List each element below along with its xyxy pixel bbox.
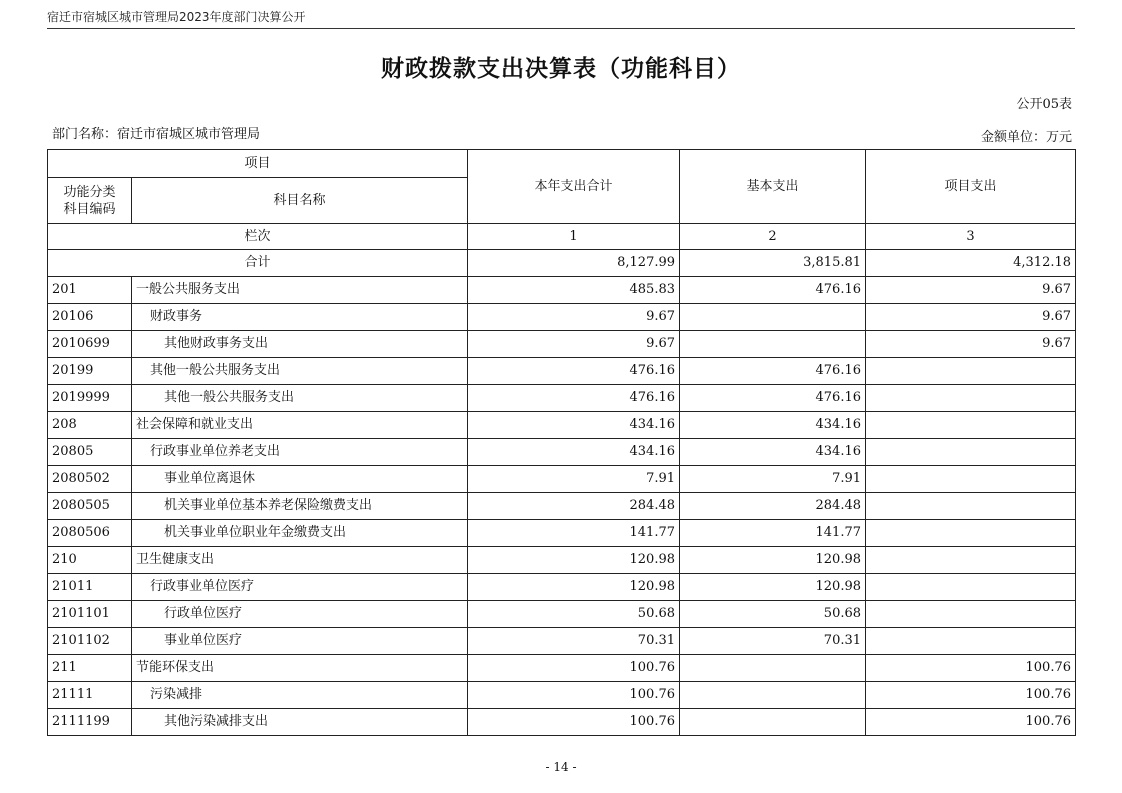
total-label: 合计 — [48, 250, 468, 277]
row-total: 476.16 — [468, 385, 680, 412]
row-code: 201 — [48, 277, 132, 304]
row-basic — [680, 655, 866, 682]
col-index-1: 1 — [468, 224, 680, 250]
row-name: 一般公共服务支出 — [132, 277, 468, 304]
row-project — [866, 601, 1076, 628]
table-row — [48, 574, 1076, 601]
row-code: 21111 — [48, 682, 132, 709]
department-name: 部门名称：宿迁市宿城区城市管理局 — [52, 127, 261, 142]
amount-unit: 金额单位：万元 — [980, 130, 1072, 145]
row-name: 污染减排 — [132, 682, 468, 709]
row-project — [866, 385, 1076, 412]
header-name: 科目名称 — [132, 178, 468, 224]
table-row — [48, 520, 1076, 547]
row-code: 2010699 — [48, 331, 132, 358]
col-index-3: 3 — [866, 224, 1076, 250]
header-total: 本年支出合计 — [468, 150, 680, 224]
row-project: 9.67 — [866, 331, 1076, 358]
total-amount: 8,127.99 — [468, 250, 680, 277]
table-row — [48, 277, 1076, 304]
table-row — [48, 331, 1076, 358]
row-total: 100.76 — [468, 682, 680, 709]
row-total: 100.76 — [468, 709, 680, 736]
row-name: 财政事务 — [132, 304, 468, 331]
row-total: 434.16 — [468, 439, 680, 466]
table-row — [48, 466, 1076, 493]
row-code: 2080502 — [48, 466, 132, 493]
row-project — [866, 412, 1076, 439]
row-project: 100.76 — [866, 655, 1076, 682]
row-project: 100.76 — [866, 682, 1076, 709]
row-code: 208 — [48, 412, 132, 439]
row-total: 9.67 — [468, 304, 680, 331]
row-total: 9.67 — [468, 331, 680, 358]
row-total: 434.16 — [468, 412, 680, 439]
row-total: 476.16 — [468, 358, 680, 385]
row-total: 120.98 — [468, 547, 680, 574]
row-project — [866, 493, 1076, 520]
total-row — [48, 250, 1076, 277]
row-project — [866, 439, 1076, 466]
row-name: 行政单位医疗 — [132, 601, 468, 628]
row-code: 2019999 — [48, 385, 132, 412]
row-name: 行政事业单位养老支出 — [132, 439, 468, 466]
row-code: 2101101 — [48, 601, 132, 628]
row-basic: 141.77 — [680, 520, 866, 547]
header-basic: 基本支出 — [680, 150, 866, 224]
row-project — [866, 520, 1076, 547]
expenditure-table — [47, 149, 1076, 736]
table-number: 公开05表 — [1016, 97, 1072, 112]
table-row — [48, 547, 1076, 574]
row-total: 284.48 — [468, 493, 680, 520]
row-project: 9.67 — [866, 277, 1076, 304]
header-rule — [47, 28, 1075, 29]
row-name: 其他一般公共服务支出 — [132, 358, 468, 385]
row-total: 70.31 — [468, 628, 680, 655]
row-code: 21011 — [48, 574, 132, 601]
running-header: 宿迁市宿城区城市管理局2023年度部门决算公开 — [47, 10, 306, 24]
row-basic: 284.48 — [680, 493, 866, 520]
row-code: 20106 — [48, 304, 132, 331]
row-project: 9.67 — [866, 304, 1076, 331]
row-project — [866, 466, 1076, 493]
table-row — [48, 412, 1076, 439]
row-code: 2080506 — [48, 520, 132, 547]
header-project: 项目 — [48, 150, 468, 178]
row-basic: 476.16 — [680, 277, 866, 304]
row-code: 2111199 — [48, 709, 132, 736]
row-name: 其他污染减排支出 — [132, 709, 468, 736]
row-project: 100.76 — [866, 709, 1076, 736]
header-lanci: 栏次 — [48, 224, 468, 250]
row-project — [866, 628, 1076, 655]
row-code: 20805 — [48, 439, 132, 466]
header-project-expenditure: 项目支出 — [866, 150, 1076, 224]
table-row — [48, 601, 1076, 628]
table-row — [48, 304, 1076, 331]
table-row — [48, 385, 1076, 412]
row-code: 211 — [48, 655, 132, 682]
row-basic: 50.68 — [680, 601, 866, 628]
row-basic: 120.98 — [680, 547, 866, 574]
row-basic: 70.31 — [680, 628, 866, 655]
row-code: 20199 — [48, 358, 132, 385]
row-basic — [680, 682, 866, 709]
row-basic: 434.16 — [680, 412, 866, 439]
row-name: 事业单位医疗 — [132, 628, 468, 655]
row-total: 485.83 — [468, 277, 680, 304]
row-code: 2101102 — [48, 628, 132, 655]
row-basic: 476.16 — [680, 385, 866, 412]
page-number: - 14 - — [545, 760, 577, 774]
row-basic: 7.91 — [680, 466, 866, 493]
row-basic — [680, 304, 866, 331]
row-project — [866, 574, 1076, 601]
table-row — [48, 628, 1076, 655]
row-project — [866, 358, 1076, 385]
header-code: 功能分类 科目编码 — [48, 178, 132, 224]
row-name: 机关事业单位基本养老保险缴费支出 — [132, 493, 468, 520]
row-name: 社会保障和就业支出 — [132, 412, 468, 439]
table-row — [48, 439, 1076, 466]
row-code: 2080505 — [48, 493, 132, 520]
row-basic — [680, 709, 866, 736]
total-basic: 3,815.81 — [680, 250, 866, 277]
row-total: 120.98 — [468, 574, 680, 601]
row-name: 卫生健康支出 — [132, 547, 468, 574]
row-basic: 434.16 — [680, 439, 866, 466]
table-row — [48, 682, 1076, 709]
row-name: 其他一般公共服务支出 — [132, 385, 468, 412]
row-code: 210 — [48, 547, 132, 574]
row-total: 100.76 — [468, 655, 680, 682]
row-total: 50.68 — [468, 601, 680, 628]
table-row — [48, 358, 1076, 385]
page-title: 财政拨款支出决算表（功能科目） — [381, 56, 741, 82]
row-basic: 120.98 — [680, 574, 866, 601]
table-row — [48, 709, 1076, 736]
row-name: 机关事业单位职业年金缴费支出 — [132, 520, 468, 547]
row-name: 行政事业单位医疗 — [132, 574, 468, 601]
row-name: 节能环保支出 — [132, 655, 468, 682]
row-basic: 476.16 — [680, 358, 866, 385]
row-name: 事业单位离退休 — [132, 466, 468, 493]
row-total: 7.91 — [468, 466, 680, 493]
row-basic — [680, 331, 866, 358]
table-row — [48, 493, 1076, 520]
total-project: 4,312.18 — [866, 250, 1076, 277]
row-name: 其他财政事务支出 — [132, 331, 468, 358]
col-index-2: 2 — [680, 224, 866, 250]
table-row — [48, 655, 1076, 682]
row-project — [866, 547, 1076, 574]
row-total: 141.77 — [468, 520, 680, 547]
